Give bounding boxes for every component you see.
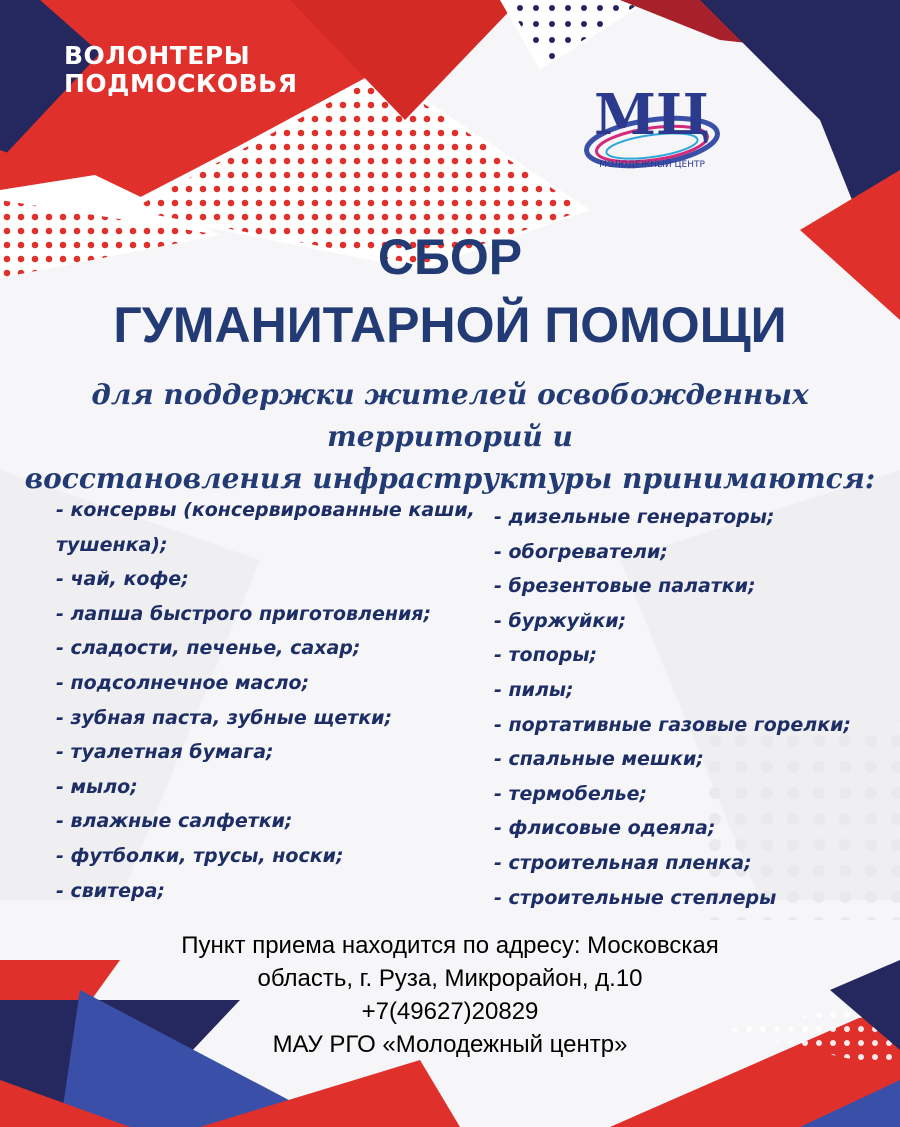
address-line2: область, г. Руза, Микрорайон, д.10 xyxy=(257,965,643,992)
collection-point-info xyxy=(0,929,900,1061)
organization-name: МАУ РГО «Молодежный центр» xyxy=(272,1031,628,1058)
list-item: - портативные газовые горелки; xyxy=(494,713,852,736)
youth-center-logo-caption: МОЛОДЕЖНЫЙ ЦЕНТР xyxy=(599,160,705,170)
address-line1: Пункт приема находится по адресу: Московская xyxy=(181,932,719,959)
list-item: - обогреватели; xyxy=(494,540,668,563)
list-item: - влажные салфетки; xyxy=(56,810,293,833)
list-item: - брезентовые палатки; xyxy=(494,575,756,598)
list-item: - футболки, трусы, носки; xyxy=(56,844,344,867)
list-item: - зубная паста, зубные щетки; xyxy=(56,706,393,729)
list-item: - спальные мешки; xyxy=(494,748,704,771)
subtitle-line2: восстановления инфраструктуры принимаются: xyxy=(24,462,876,495)
phone-number: +7(49627)20829 xyxy=(361,998,539,1025)
list-item: - свитера; xyxy=(56,879,166,902)
page-title-line2: ГУМАНИТАРНОЙ ПОМОЩИ xyxy=(113,297,787,353)
list-item: - дизельные генераторы; xyxy=(494,506,775,528)
list-item: - буржуйки; xyxy=(494,609,627,632)
list-item: - лапша быстрого приготовления; xyxy=(56,602,432,625)
subtitle xyxy=(0,374,900,500)
list-item: - туалетная бумага; xyxy=(56,741,274,764)
volunteers-logo-line1: ВОЛОНТЕРЫ xyxy=(64,41,251,70)
list-item: - консервы (консервированные каши, xyxy=(56,499,475,521)
list-item: - сладости, печенье, сахар; xyxy=(56,637,361,660)
accepted-items-left-list xyxy=(56,493,486,908)
youth-center-logo xyxy=(582,72,722,192)
list-item: - строительные степлеры xyxy=(494,886,777,909)
youth-center-logo-letters: МЦ xyxy=(593,82,711,148)
page-title-line1: СБОР xyxy=(377,229,523,285)
list-item: - мыло; xyxy=(56,775,138,798)
list-item: тушенка); xyxy=(56,533,168,556)
volunteers-logo xyxy=(64,42,297,98)
subtitle-line1: для поддержки жителей освобожденных территорий и xyxy=(91,378,809,453)
list-item: - подсолнечное масло; xyxy=(56,671,310,694)
accepted-items-right-list xyxy=(494,500,894,915)
list-item: - строительная пленка; xyxy=(494,851,752,874)
list-item: - термобелье; xyxy=(494,782,648,805)
list-item: - флисовые одеяла; xyxy=(494,817,716,840)
list-item: - пилы; xyxy=(494,678,574,701)
list-item: - топоры; xyxy=(494,644,598,667)
volunteers-logo-line2: ПОДМОСКОВЬЯ xyxy=(64,69,298,98)
list-item: - чай, кофе; xyxy=(56,568,189,591)
